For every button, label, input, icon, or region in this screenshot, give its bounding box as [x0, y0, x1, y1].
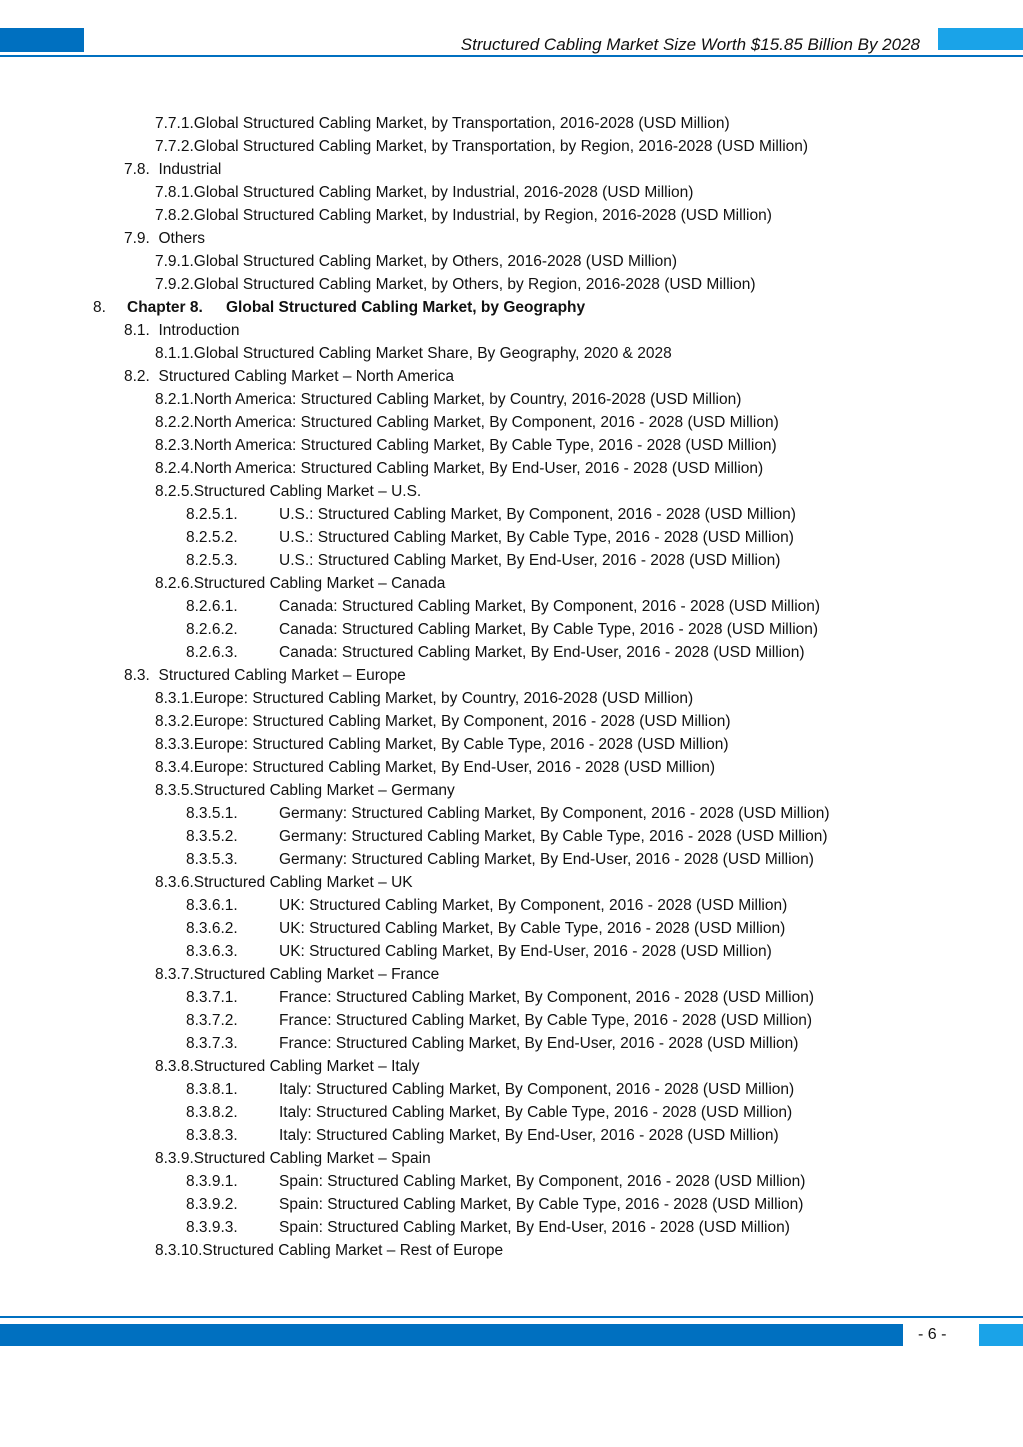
toc-entry: [124, 158, 221, 181]
toc-entry-title: Canada: Structured Cabling Market, By End-User, 2016 - 2028 (USD Million): [279, 644, 805, 661]
toc-entry-title: Structured Cabling Market – Europe: [158, 667, 406, 684]
toc-entry-title: Spain: Structured Cabling Market, By Component, 2016 - 2028 (USD Million): [279, 1173, 806, 1190]
toc-entry-number: 8.3.7.2.: [186, 1012, 238, 1029]
toc-entry-title: U.S.: Structured Cabling Market, By End-User, 2016 - 2028 (USD Million): [279, 552, 781, 569]
toc-entry: [124, 227, 205, 250]
toc-entry-number: 8.2.4.: [155, 460, 194, 477]
toc-entry: [186, 825, 827, 848]
toc-entry: [155, 733, 729, 756]
toc-entry: [155, 1239, 503, 1262]
toc-entry-title: France: Structured Cabling Market, By Component, 2016 - 2028 (USD Million): [279, 989, 814, 1006]
toc-entry-number: 8.3.6.: [155, 874, 194, 891]
toc-entry: [155, 112, 730, 135]
toc-entry-title: Structured Cabling Market – Canada: [193, 575, 446, 592]
toc-entry-title: Italy: Structured Cabling Market, By Component, 2016 - 2028 (USD Million): [279, 1081, 795, 1098]
toc-entry-number: 7.9.2.: [155, 276, 194, 293]
toc-entry-title: Italy: Structured Cabling Market, By Cable Type, 2016 - 2028 (USD Million): [279, 1104, 793, 1121]
toc-entry-title: Structured Cabling Market – Spain: [193, 1150, 431, 1167]
toc-entry-number: 8.1.: [124, 322, 150, 339]
toc-entry: [186, 526, 794, 549]
toc-chapter-entry: [93, 296, 585, 319]
toc-entry: [155, 204, 772, 227]
toc-entry-number: 8.3.5.1.: [186, 805, 238, 822]
toc-entry-title: Spain: Structured Cabling Market, By Cable Type, 2016 - 2028 (USD Million): [279, 1196, 804, 1213]
page-header-title: Structured Cabling Market Size Worth $15.85 Billion By 2028: [460, 35, 920, 54]
toc-entry-title: Canada: Structured Cabling Market, By Cable Type, 2016 - 2028 (USD Million): [279, 621, 819, 638]
toc-entry-title: North America: Structured Cabling Market, By Cable Type, 2016 - 2028 (USD Million): [193, 437, 777, 454]
toc-entry-number: 8.3.6.3.: [186, 943, 238, 960]
toc-entry-number: 8.3.4.: [155, 759, 194, 776]
toc-entry-number: 8.3.8.2.: [186, 1104, 238, 1121]
toc-entry-title: Others: [158, 230, 205, 247]
toc-entry-number: 8.3.5.: [155, 782, 194, 799]
toc-entry-number: 8.2.6.: [155, 575, 194, 592]
toc-entry-title: Structured Cabling Market – U.S.: [193, 483, 422, 500]
toc-entry: [186, 802, 830, 825]
toc-entry: [155, 756, 715, 779]
toc-entry: [186, 917, 785, 940]
toc-entry-number: 8.3.8.3.: [186, 1127, 238, 1144]
footer-bar: [0, 1324, 903, 1346]
toc-entry-title: UK: Structured Cabling Market, By End-User, 2016 - 2028 (USD Million): [279, 943, 772, 960]
toc-entry-title: Structured Cabling Market – North America: [158, 368, 454, 385]
toc-entry: [155, 457, 763, 480]
toc-entry-number: 8.3.9.3.: [186, 1219, 238, 1236]
toc-entry-title: France: Structured Cabling Market, By Cable Type, 2016 - 2028 (USD Million): [279, 1012, 812, 1029]
toc-entry-title: Structured Cabling Market – UK: [193, 874, 413, 891]
toc-entry-title: Structured Cabling Market – Rest of Europe: [202, 1242, 504, 1259]
toc-entry-title: Global Structured Cabling Market, by Others, by Region, 2016-2028 (USD Million): [193, 276, 756, 293]
toc-entry: [186, 1032, 798, 1055]
toc-entry-title: Europe: Structured Cabling Market, By Component, 2016 - 2028 (USD Million): [193, 713, 731, 730]
toc-entry-number: 8.: [93, 299, 106, 316]
toc-entry-number: 7.9.1.: [155, 253, 194, 270]
toc-entry-number: 8.3.6.2.: [186, 920, 238, 937]
toc-entry: [155, 1147, 431, 1170]
toc-entry: [186, 618, 818, 641]
toc-entry: [155, 572, 445, 595]
toc-entry-number: 8.3.8.: [155, 1058, 194, 1075]
toc-entry-number: 7.7.1.: [155, 115, 194, 132]
toc-entry-title: Global Structured Cabling Market, by Geography: [226, 299, 586, 316]
toc-entry-title: Introduction: [158, 322, 240, 339]
footer-accent-right: [979, 1324, 1023, 1346]
toc-entry: [155, 963, 439, 986]
toc-entry-title: Germany: Structured Cabling Market, By Cable Type, 2016 - 2028 (USD Million): [279, 828, 828, 845]
toc-entry-number: 8.2.3.: [155, 437, 194, 454]
header-accent-right: [938, 28, 1023, 50]
toc-entry-title: Canada: Structured Cabling Market, By Component, 2016 - 2028 (USD Million): [279, 598, 821, 615]
toc-entry: [186, 503, 796, 526]
toc-entry-number: 8.3.9.1.: [186, 1173, 238, 1190]
page-number: - 6 -: [918, 1326, 947, 1343]
toc-entry: [155, 871, 413, 894]
toc-entry-title: North America: Structured Cabling Market, By Component, 2016 - 2028 (USD Million): [193, 414, 779, 431]
toc-entry-number: 7.9.: [124, 230, 150, 247]
toc-entry-title: Global Structured Cabling Market Share, By Geography, 2020 & 2028: [193, 345, 672, 362]
toc-entry-title: France: Structured Cabling Market, By End-User, 2016 - 2028 (USD Million): [279, 1035, 799, 1052]
header-rule: [0, 55, 1023, 57]
toc-entry-number: 8.3.10.: [155, 1242, 203, 1259]
toc-entry-number: 8.2.5.1.: [186, 506, 238, 523]
header-accent-left: [0, 28, 84, 52]
toc-entry: [155, 710, 731, 733]
toc-entry-number: 8.2.5.2.: [186, 529, 238, 546]
toc-entry: [155, 1055, 420, 1078]
toc-entry: [155, 687, 693, 710]
toc-entry-title: Europe: Structured Cabling Market, By Cable Type, 2016 - 2028 (USD Million): [193, 736, 729, 753]
toc-entry-number: 8.3.5.3.: [186, 851, 238, 868]
toc-entry-title: Global Structured Cabling Market, by Others, 2016-2028 (USD Million): [193, 253, 678, 270]
toc-entry-title: Germany: Structured Cabling Market, By End-User, 2016 - 2028 (USD Million): [279, 851, 814, 868]
toc-entry-title: UK: Structured Cabling Market, By Component, 2016 - 2028 (USD Million): [279, 897, 788, 914]
toc-entry-number: 8.2.6.3.: [186, 644, 238, 661]
toc-entry-number: 8.3.9.2.: [186, 1196, 238, 1213]
toc-entry-title: Global Structured Cabling Market, by Transportation, by Region, 2016-2028 (USD Million): [193, 138, 809, 155]
toc-entry-number: 8.3.3.: [155, 736, 194, 753]
toc-entry-title: Global Structured Cabling Market, by Transportation, 2016-2028 (USD Million): [193, 115, 730, 132]
toc-entry-number: 8.2.5.3.: [186, 552, 238, 569]
toc-entry-number: 8.3.9.: [155, 1150, 194, 1167]
toc-entry-title: Germany: Structured Cabling Market, By Component, 2016 - 2028 (USD Million): [279, 805, 830, 822]
toc-entry-title: Global Structured Cabling Market, by Industrial, by Region, 2016-2028 (USD Million): [193, 207, 772, 224]
toc-entry: [155, 388, 741, 411]
toc-entry: [186, 940, 772, 963]
toc-entry-title: U.S.: Structured Cabling Market, By Component, 2016 - 2028 (USD Million): [279, 506, 796, 523]
toc-entry-title: Global Structured Cabling Market, by Industrial, 2016-2028 (USD Million): [193, 184, 694, 201]
toc-chapter-label: Chapter 8.: [127, 299, 203, 316]
toc-entry: [186, 1009, 812, 1032]
toc-entry: [186, 1216, 790, 1239]
toc-entry-title: UK: Structured Cabling Market, By Cable Type, 2016 - 2028 (USD Million): [279, 920, 786, 937]
toc-entry-title: Structured Cabling Market – Italy: [193, 1058, 420, 1075]
toc-entry: [186, 894, 787, 917]
toc-entry-title: Spain: Structured Cabling Market, By End-User, 2016 - 2028 (USD Million): [279, 1219, 790, 1236]
toc-entry: [186, 1170, 805, 1193]
toc-entry: [155, 779, 455, 802]
toc-entry-number: 8.3.: [124, 667, 150, 684]
toc-entry: [186, 1078, 794, 1101]
toc-entry: [155, 411, 779, 434]
toc-entry-number: 8.3.2.: [155, 713, 194, 730]
toc-entry: [186, 641, 805, 664]
toc-entry-title: Italy: Structured Cabling Market, By End-User, 2016 - 2028 (USD Million): [279, 1127, 779, 1144]
toc-entry-title: U.S.: Structured Cabling Market, By Cable Type, 2016 - 2028 (USD Million): [279, 529, 794, 546]
toc-entry-number: 8.2.2.: [155, 414, 194, 431]
toc-entry: [155, 434, 777, 457]
toc-entry: [186, 986, 814, 1009]
toc-entry-number: 8.2.: [124, 368, 150, 385]
toc-entry-title: Europe: Structured Cabling Market, by Country, 2016-2028 (USD Million): [193, 690, 694, 707]
toc-entry-number: 8.2.5.: [155, 483, 194, 500]
toc-entry-number: 7.7.2.: [155, 138, 194, 155]
toc-entry: [155, 480, 421, 503]
toc-entry-title: North America: Structured Cabling Market, By End-User, 2016 - 2028 (USD Million): [193, 460, 764, 477]
toc-entry: [124, 664, 406, 687]
toc-entry: [186, 1193, 803, 1216]
toc-entry: [124, 365, 454, 388]
toc-entry-number: 7.8.1.: [155, 184, 194, 201]
toc-entry: [186, 1101, 792, 1124]
toc-entry-number: 8.3.1.: [155, 690, 194, 707]
toc-entry-number: 8.3.6.1.: [186, 897, 238, 914]
toc-entry-number: 8.2.6.2.: [186, 621, 238, 638]
toc-entry-title: Industrial: [158, 161, 222, 178]
toc-entry: [124, 319, 239, 342]
toc-entry-number: 8.3.5.2.: [186, 828, 238, 845]
toc-entry: [186, 595, 820, 618]
toc-entry-title: Europe: Structured Cabling Market, By End-User, 2016 - 2028 (USD Million): [193, 759, 715, 776]
toc-entry-number: 8.2.6.1.: [186, 598, 238, 615]
toc-entry-number: 8.1.1.: [155, 345, 194, 362]
toc-entry: [186, 549, 780, 572]
toc-entry-title: North America: Structured Cabling Market, by Country, 2016-2028 (USD Million): [193, 391, 742, 408]
toc-entry-number: 8.3.7.: [155, 966, 194, 983]
toc-entry-number: 8.3.7.1.: [186, 989, 238, 1006]
toc-entry: [155, 135, 808, 158]
toc-entry-number: 7.8.2.: [155, 207, 194, 224]
toc-entry-number: 7.8.: [124, 161, 150, 178]
toc-entry-number: 8.3.7.3.: [186, 1035, 238, 1052]
toc-entry: [155, 181, 693, 204]
toc-entry: [155, 250, 677, 273]
toc-entry-number: 8.3.8.1.: [186, 1081, 238, 1098]
toc-entry: [155, 342, 672, 365]
toc-entry-number: 8.2.1.: [155, 391, 194, 408]
toc-entry: [155, 273, 755, 296]
toc-entry-title: Structured Cabling Market – France: [193, 966, 440, 983]
toc-entry: [186, 848, 814, 871]
toc-entry: [186, 1124, 779, 1147]
footer-rule: [0, 1316, 1023, 1318]
toc-entry-title: Structured Cabling Market – Germany: [193, 782, 455, 799]
